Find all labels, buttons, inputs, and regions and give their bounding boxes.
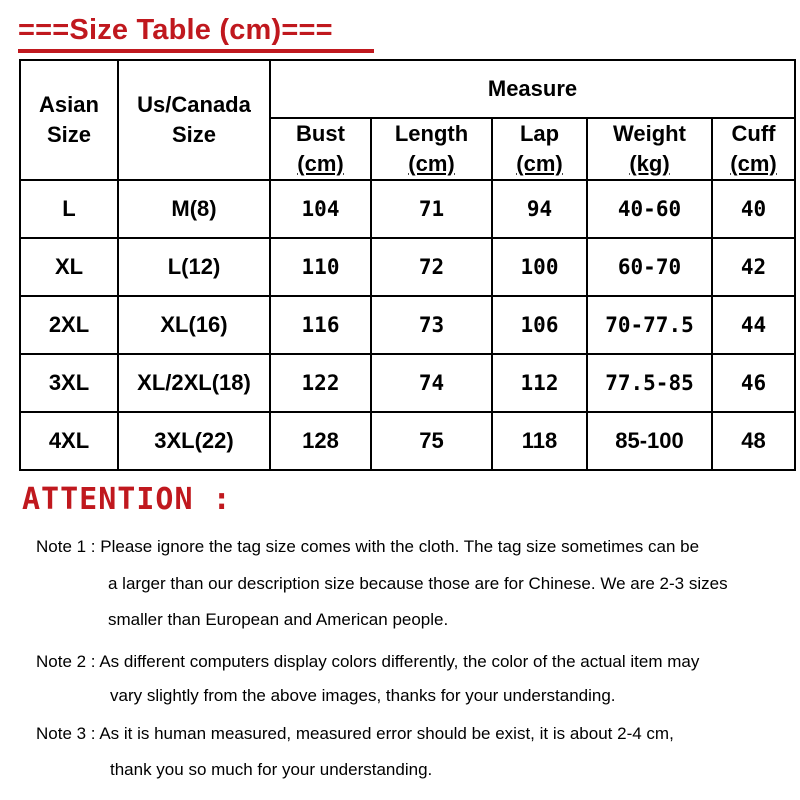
note-1-line-3: smaller than European and American people.	[108, 610, 449, 629]
header-weight-unit: (kg)	[629, 151, 670, 176]
cell-bust: 116	[270, 296, 371, 354]
table-row	[20, 412, 795, 470]
cell-cuff: 40	[712, 180, 795, 238]
header-us-canada-line2: Size	[171, 122, 217, 147]
cell-lap: 100	[492, 238, 587, 296]
header-length-unit: (cm)	[408, 151, 455, 176]
header-cuff-unit: (cm)	[730, 151, 777, 176]
cell-lap: 94	[492, 180, 587, 238]
cell-length: 71	[371, 180, 492, 238]
cell-us-size: L(12)	[118, 238, 270, 296]
header-length-label: Length	[394, 121, 469, 146]
page-title: ===Size Table (cm)===	[18, 14, 333, 46]
note-3-line-2: thank you so much for your understanding.	[110, 760, 433, 779]
cell-cuff: 44	[712, 296, 795, 354]
note-2-line-2: vary slightly from the above images, thanks for your understanding.	[110, 686, 616, 705]
header-length	[371, 118, 492, 180]
attention-heading: ATTENTION :	[22, 482, 232, 517]
header-cuff	[712, 118, 795, 180]
cell-cuff: 46	[712, 354, 795, 412]
cell-weight: 40-60	[587, 180, 712, 238]
cell-us-size: M(8)	[118, 180, 270, 238]
note-1-line-2: a larger than our description size because those are for Chinese. We are 2-3 sizes	[108, 574, 728, 593]
cell-bust: 128	[270, 412, 371, 470]
cell-asian-size: L	[20, 180, 118, 238]
cell-length: 75	[371, 412, 492, 470]
cell-asian-size: 4XL	[20, 412, 118, 470]
cell-us-size: 3XL(22)	[118, 412, 270, 470]
table-row	[20, 354, 795, 412]
cell-bust: 110	[270, 238, 371, 296]
note-1-line-1: Note 1 : Please ignore the tag size comes with the cloth. The tag size sometimes can be	[36, 537, 700, 556]
header-lap-unit: (cm)	[516, 151, 563, 176]
header-us-canada-line1: Us/Canada	[137, 92, 251, 117]
cell-us-size: XL/2XL(18)	[118, 354, 270, 412]
cell-bust: 122	[270, 354, 371, 412]
cell-lap: 118	[492, 412, 587, 470]
cell-lap: 106	[492, 296, 587, 354]
table-row	[20, 180, 795, 238]
cell-us-size: XL(16)	[118, 296, 270, 354]
header-weight	[587, 118, 712, 180]
size-table	[19, 59, 796, 471]
header-bust-unit: (cm)	[297, 151, 344, 176]
note-2-line-1: Note 2 : As different computers display colors differently, the color of the actual item may	[36, 652, 700, 671]
cell-weight: 60-70	[587, 238, 712, 296]
header-us-canada-size	[118, 60, 270, 180]
cell-asian-size: 3XL	[20, 354, 118, 412]
table-row	[20, 238, 795, 296]
header-measure: Measure	[270, 60, 795, 118]
cell-length: 73	[371, 296, 492, 354]
table-row	[20, 296, 795, 354]
note-3-line-1: Note 3 : As it is human measured, measured error should be exist, it is about 2-4 cm,	[36, 724, 674, 743]
cell-length: 74	[371, 354, 492, 412]
header-asian-size-line2: Size	[46, 122, 92, 147]
cell-weight: 85-100	[587, 412, 712, 470]
header-lap	[492, 118, 587, 180]
header-weight-label: Weight	[613, 121, 686, 146]
header-bust-label: Bust	[296, 121, 345, 146]
cell-lap: 112	[492, 354, 587, 412]
cell-asian-size: 2XL	[20, 296, 118, 354]
header-cuff-label: Cuff	[731, 121, 776, 146]
title-underline	[18, 49, 374, 53]
cell-cuff: 48	[712, 412, 795, 470]
cell-weight: 70-77.5	[587, 296, 712, 354]
cell-bust: 104	[270, 180, 371, 238]
cell-weight: 77.5-85	[587, 354, 712, 412]
header-bust	[270, 118, 371, 180]
cell-asian-size: XL	[20, 238, 118, 296]
cell-cuff: 42	[712, 238, 795, 296]
header-asian-size-line1: Asian	[39, 92, 99, 117]
header-asian-size	[20, 60, 118, 180]
cell-length: 72	[371, 238, 492, 296]
table-header-row	[20, 60, 795, 118]
header-lap-label: Lap	[519, 121, 560, 146]
